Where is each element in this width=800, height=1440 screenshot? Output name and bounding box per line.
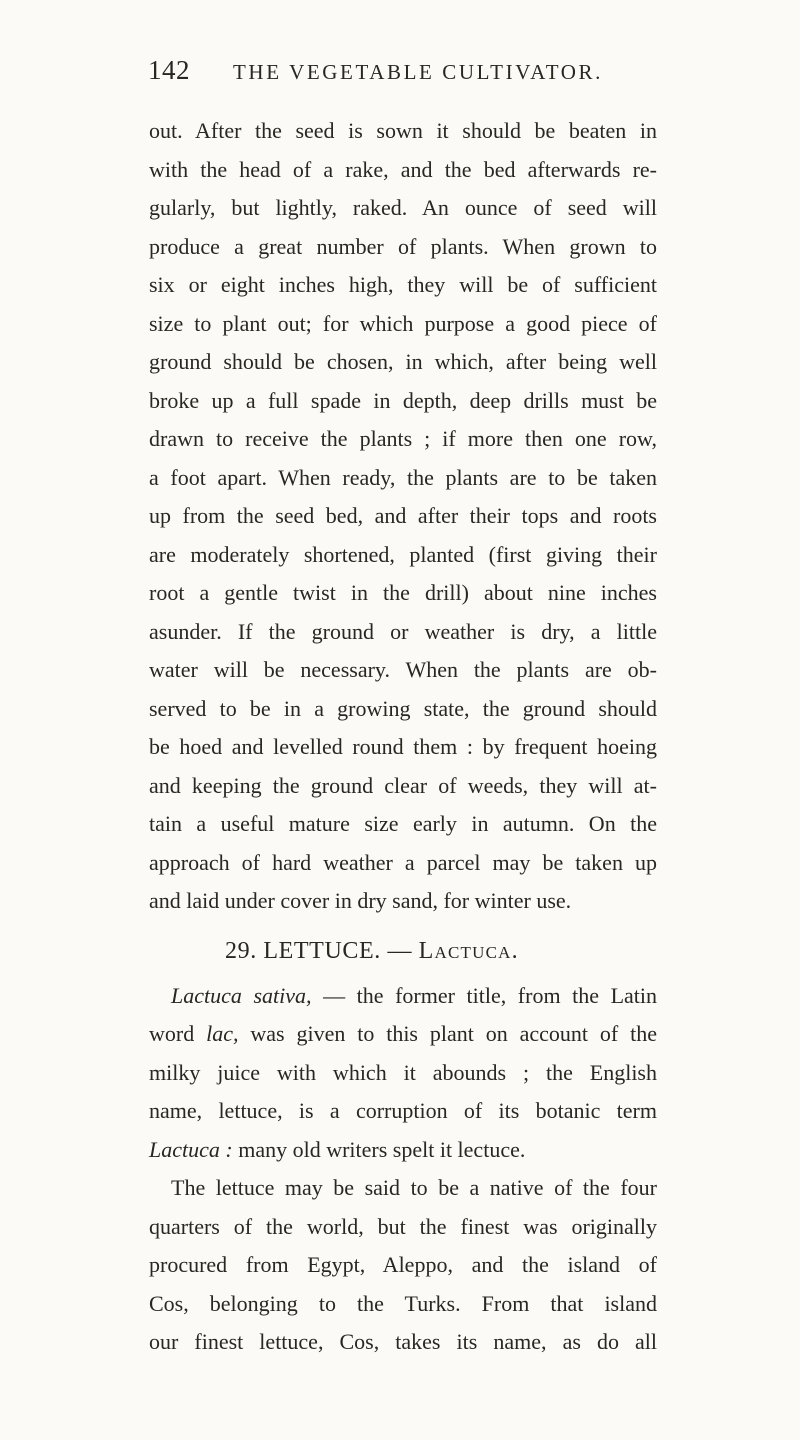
text-line: up from the seed bed, and after their tops and roots — [149, 503, 657, 528]
paragraph-lettuce-origin — [149, 1169, 657, 1362]
text-line: water will be necessary. When the plants are ob- — [149, 657, 657, 682]
paragraph-lettuce-etymology — [149, 977, 657, 1170]
text-line: Cos, belonging to the Turks. From that island — [149, 1290, 657, 1316]
text-line: gularly, but lightly, raked. An ounce of seed will — [149, 195, 657, 220]
text-line: Lactuca sativa, — the former title, from the Latin — [171, 982, 657, 1008]
text-line: and keeping the ground clear of weeds, they will at- — [149, 772, 657, 798]
section-latin-name: Lactuca. — [418, 937, 519, 964]
text-line: root a gentle twist in the drill) about nine inches — [149, 580, 657, 605]
text-line: be hoed and levelled round them : by frequent hoeing — [149, 734, 657, 759]
text-line: a foot apart. When ready, the plants are to be taken — [149, 464, 657, 490]
page-body — [149, 112, 657, 1362]
text-line: served to be in a growing state, the ground should — [149, 695, 657, 721]
text-line: out. After the seed is sown it should be beaten in — [149, 118, 657, 143]
section-dash: — — [380, 937, 419, 964]
text-line: produce a great number of plants. When grown to — [149, 233, 657, 259]
text-line: Lactuca : many old writers spelt it lectuce. — [149, 1136, 526, 1162]
text-line: milky juice with which it abounds ; the English — [149, 1059, 657, 1085]
text-line: word lac, was given to this plant on account of the — [149, 1021, 657, 1046]
text-line: six or eight inches high, they will be of sufficient — [149, 272, 657, 297]
text-line: procured from Egypt, Aleppo, and the island of — [149, 1252, 657, 1277]
text-line: ground should be chosen, in which, after being well — [149, 349, 657, 374]
text-line: size to plant out; for which purpose a good piece of — [149, 310, 657, 336]
page-number: 142 — [148, 55, 190, 85]
section-heading — [149, 927, 657, 975]
text-line: tain a useful mature size early in autumn. On the — [149, 811, 657, 836]
running-title: THE VEGETABLE CULTIVATOR. — [233, 60, 603, 84]
latin-term: lac, — [206, 1021, 239, 1046]
text-line: quarters of the world, but the finest was originally — [149, 1213, 657, 1239]
text-line: approach of hard weather a parcel may be taken up — [149, 849, 657, 875]
text-line: and laid under cover in dry sand, for winter use. — [149, 888, 572, 913]
text-line: name, lettuce, is a corruption of its botanic term — [149, 1098, 657, 1123]
text-line: drawn to receive the plants ; if more then one row, — [149, 426, 657, 451]
section-title: 29. LETTUCE. — [225, 937, 381, 964]
paragraph-seed-planting — [149, 112, 657, 921]
text-line: with the head of a rake, and the bed afterwards re- — [149, 156, 657, 182]
text-line: broke up a full spade in depth, deep drills must be — [149, 387, 657, 413]
latin-term: Lactuca : — [149, 1136, 233, 1162]
text-line: our finest lettuce, Cos, takes its name, as do all — [149, 1329, 657, 1354]
text-line: asunder. If the ground or weather is dry, a little — [149, 618, 657, 644]
latin-term: Lactuca sativa, — [171, 982, 312, 1008]
text-line: The lettuce may be said to be a native of the four — [171, 1175, 657, 1200]
running-head — [0, 50, 800, 90]
text-line: are moderately shortened, planted (first giving their — [149, 541, 657, 567]
